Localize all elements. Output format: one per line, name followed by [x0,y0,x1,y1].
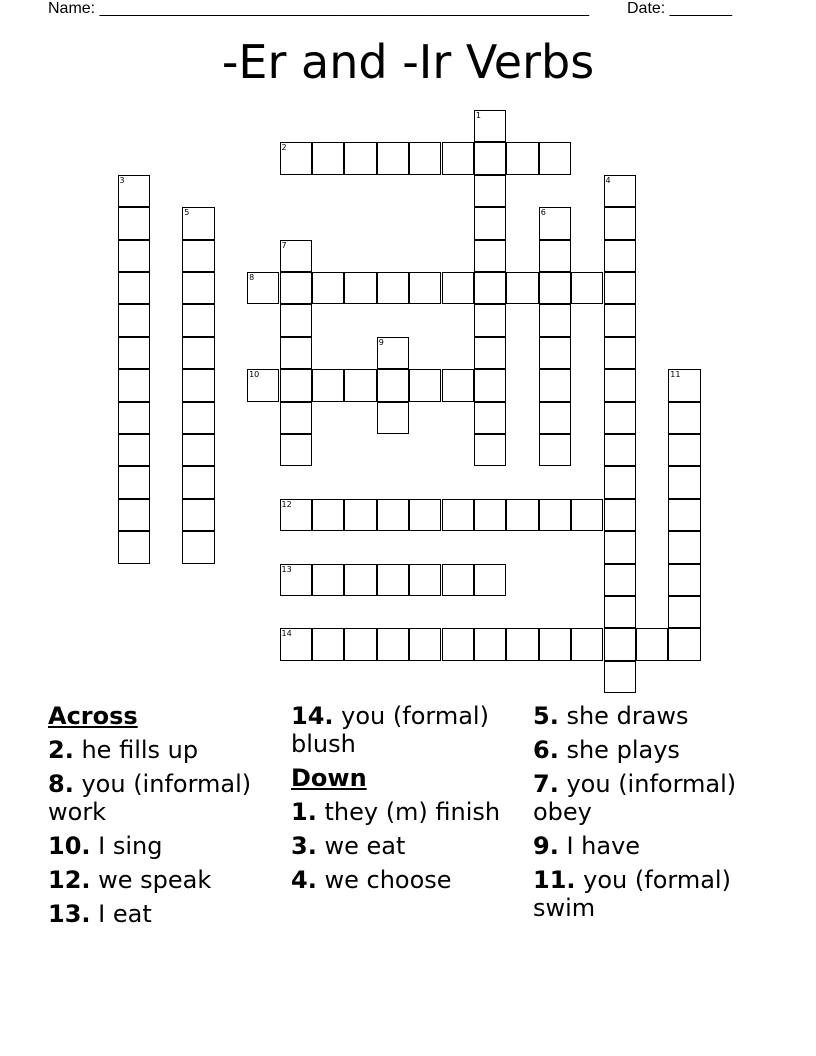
grid-cell[interactable] [280,272,312,304]
grid-cell[interactable] [474,337,506,369]
grid-cell[interactable] [506,628,538,660]
grid-cell[interactable] [118,402,150,434]
grid-cell[interactable] [118,207,150,239]
grid-cell[interactable] [118,369,150,401]
grid-cell[interactable] [506,272,538,304]
grid-cell[interactable] [668,466,700,498]
grid-cell[interactable] [280,142,312,174]
grid-cell[interactable] [247,272,279,304]
grid-cell[interactable] [668,628,700,660]
clue-text: you (formal) blush [291,702,489,758]
grid-cell[interactable] [604,304,636,336]
grid-cell[interactable] [182,499,214,531]
grid-cell[interactable] [118,240,150,272]
grid-cell[interactable] [474,272,506,304]
clue-heading: Across [48,702,138,730]
clue-number: 4 [605,175,611,185]
grid-cell[interactable] [182,402,214,434]
clue-text: I eat [98,900,152,928]
clue-text: they (m) finish [324,798,501,826]
grid-cell[interactable] [280,628,312,660]
grid-cell[interactable] [377,369,409,401]
grid-cell[interactable] [344,628,376,660]
grid-cell[interactable] [474,369,506,401]
clue-text: you (informal) work [48,770,252,826]
clue-item [291,832,521,860]
grid-cell[interactable] [604,175,636,207]
grid-cell[interactable] [344,499,376,531]
grid-cell[interactable] [409,499,441,531]
grid-cell[interactable] [377,337,409,369]
grid-cell[interactable] [539,304,571,336]
grid-cell[interactable] [539,272,571,304]
clue-text: you (formal) swim [533,866,731,922]
clue-number-label: 7. [533,770,559,798]
grid-cell[interactable] [182,304,214,336]
clue-text: we choose [324,866,452,894]
grid-cell[interactable] [182,434,214,466]
grid-cell[interactable] [474,142,506,174]
grid-cell[interactable] [604,369,636,401]
grid-cell[interactable] [280,402,312,434]
grid-cell[interactable] [118,499,150,531]
grid-cell[interactable] [474,304,506,336]
grid-cell[interactable] [182,369,214,401]
grid-cell[interactable] [182,207,214,239]
grid-cell[interactable] [668,402,700,434]
clue-text: she plays [566,736,680,764]
grid-cell[interactable] [571,628,603,660]
grid-cell[interactable] [118,175,150,207]
clue-number: 5 [184,208,190,218]
clue-heading: Down [291,764,367,792]
grid-cell[interactable] [442,142,474,174]
clue-number: 10 [249,370,260,380]
clue-item [48,770,278,826]
grid-cell[interactable] [182,531,214,563]
grid-cell[interactable] [409,628,441,660]
name-line: Name: _______________________________________________________ [48,0,589,17]
grid-cell[interactable] [377,272,409,304]
clue-column-1 [48,702,278,934]
grid-cell[interactable] [377,402,409,434]
clue-text: I sing [98,832,163,860]
grid-cell[interactable] [280,240,312,272]
grid-cell[interactable] [668,531,700,563]
grid-cell[interactable] [539,369,571,401]
grid-cell[interactable] [182,337,214,369]
grid-cell[interactable] [604,337,636,369]
grid-cell[interactable] [182,466,214,498]
grid-cell[interactable] [377,628,409,660]
grid-cell[interactable] [442,499,474,531]
grid-cell[interactable] [377,142,409,174]
grid-cell[interactable] [539,207,571,239]
grid-cell[interactable] [280,369,312,401]
grid-cell[interactable] [474,402,506,434]
clue-number: 9 [378,337,384,347]
grid-cell[interactable] [474,628,506,660]
clue-number: 3 [119,175,125,185]
grid-cell[interactable] [409,272,441,304]
clue-number: 14 [281,629,292,639]
grid-cell[interactable] [604,240,636,272]
grid-cell[interactable] [474,240,506,272]
grid-cell[interactable] [506,142,538,174]
grid-cell[interactable] [280,304,312,336]
clue-number: 8 [249,273,255,282]
clue-item [533,770,763,826]
grid-cell[interactable] [312,628,344,660]
clue-number-label: 11. [533,866,576,894]
grid-cell[interactable] [118,304,150,336]
clue-item [533,702,763,730]
clue-number-label: 6. [533,736,559,764]
clue-number-label: 13. [48,900,91,928]
clue-item [48,736,278,764]
clue-column-2 [291,702,521,900]
grid-cell[interactable] [182,272,214,304]
grid-cell[interactable] [312,272,344,304]
clue-text: I have [566,832,641,860]
grid-cell[interactable] [280,337,312,369]
grid-cell[interactable] [571,499,603,531]
grid-cell[interactable] [506,499,538,531]
grid-cell[interactable] [604,531,636,563]
clue-item [291,702,521,758]
grid-cell[interactable] [604,272,636,304]
grid-cell[interactable] [312,369,344,401]
grid-cell[interactable] [409,142,441,174]
clue-number: 6 [540,208,546,218]
clue-number: 1 [475,111,481,120]
grid-cell[interactable] [344,369,376,401]
grid-cell[interactable] [118,466,150,498]
grid-cell[interactable] [668,434,700,466]
grid-cell[interactable] [474,207,506,239]
grid-cell[interactable] [118,531,150,563]
clue-number-label: 12. [48,866,91,894]
clue-item [533,866,763,922]
grid-cell[interactable] [604,466,636,498]
grid-cell[interactable] [636,628,668,660]
clue-item [291,866,521,894]
grid-cell[interactable] [118,272,150,304]
grid-cell[interactable] [539,628,571,660]
clue-item [291,798,521,826]
clue-item [48,832,278,860]
clue-number: 11 [670,370,681,380]
grid-cell[interactable] [604,628,636,660]
clue-number-label: 3. [291,832,317,860]
grid-cell[interactable] [247,369,279,401]
clue-item [48,866,278,894]
date-line: Date: _______ [627,0,732,17]
clue-text: he fills up [81,736,199,764]
clue-number-label: 8. [48,770,74,798]
clue-number: 13 [281,564,292,574]
grid-cell[interactable] [182,240,214,272]
grid-cell[interactable] [118,434,150,466]
grid-cell[interactable] [312,499,344,531]
clue-number-label: 1. [291,798,317,826]
grid-cell[interactable] [280,564,312,596]
clue-item [533,736,763,764]
grid-cell[interactable] [539,434,571,466]
grid-cell[interactable] [539,337,571,369]
clue-text: we speak [98,866,212,894]
clue-number-label: 4. [291,866,317,894]
grid-cell[interactable] [604,499,636,531]
grid-cell[interactable] [312,564,344,596]
grid-cell[interactable] [377,499,409,531]
clue-number: 7 [281,240,287,250]
grid-cell[interactable] [539,499,571,531]
grid-cell[interactable] [474,175,506,207]
grid-cell[interactable] [571,272,603,304]
grid-cell[interactable] [344,142,376,174]
grid-cell[interactable] [118,337,150,369]
clue-text: we eat [324,832,406,860]
page-title: -Er and -Ir Verbs [221,35,595,89]
grid-cell[interactable] [604,402,636,434]
grid-cell[interactable] [474,110,506,142]
grid-cell[interactable] [474,499,506,531]
grid-cell[interactable] [344,272,376,304]
grid-cell[interactable] [280,434,312,466]
clue-item [533,832,763,860]
clue-number-label: 14. [291,702,334,730]
grid-cell[interactable] [409,564,441,596]
grid-cell[interactable] [377,564,409,596]
clue-number: 2 [281,143,287,153]
grid-cell[interactable] [604,596,636,628]
clue-number-label: 9. [533,832,559,860]
clue-text: she draws [566,702,689,730]
grid-cell[interactable] [442,564,474,596]
grid-cell[interactable] [604,661,636,693]
clue-number-label: 2. [48,736,74,764]
clue-number-label: 10. [48,832,91,860]
grid-cell[interactable] [539,240,571,272]
grid-cell[interactable] [312,142,344,174]
grid-cell[interactable] [344,564,376,596]
grid-cell[interactable] [474,564,506,596]
grid-cell[interactable] [442,628,474,660]
clue-text: you (informal) obey [533,770,737,826]
grid-cell[interactable] [409,369,441,401]
grid-cell[interactable] [668,596,700,628]
clue-item [48,900,278,928]
grid-cell[interactable] [539,402,571,434]
clue-number: 12 [281,499,292,509]
clue-column-3 [533,702,763,928]
grid-cell[interactable] [442,369,474,401]
grid-cell[interactable] [668,499,700,531]
grid-cell[interactable] [604,564,636,596]
grid-cell[interactable] [604,207,636,239]
grid-cell[interactable] [280,499,312,531]
grid-cell[interactable] [604,434,636,466]
grid-cell[interactable] [442,272,474,304]
grid-cell[interactable] [668,369,700,401]
grid-cell[interactable] [474,434,506,466]
clue-number-label: 5. [533,702,559,730]
grid-cell[interactable] [668,564,700,596]
grid-cell[interactable] [539,142,571,174]
